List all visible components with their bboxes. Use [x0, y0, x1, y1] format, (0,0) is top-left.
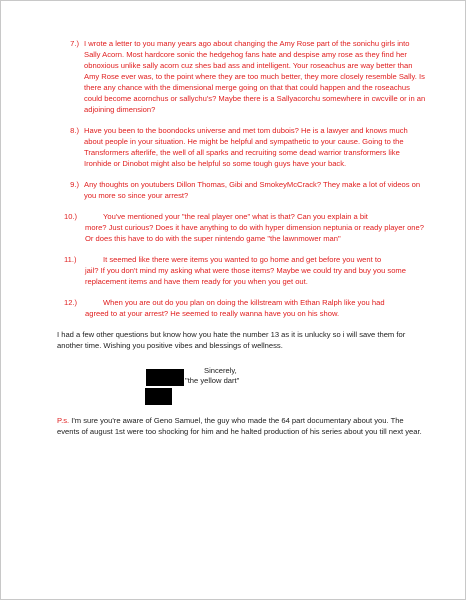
question-text-continued: more? Just curious? Does it have anything to do with hyper dimension neptunia or ready player one? Or does this have to do with the super nintendo game "the lawnmower man" — [85, 223, 424, 243]
question-text-continued: jail? If you don't mind my asking what were those items? Maybe we could try and buy you some replacement items and have them ready for you when you get out. — [85, 266, 406, 286]
question-number: 10.) — [64, 212, 78, 221]
question-10 — [57, 211, 427, 244]
question-text-first-line: It seemed like there were items you wanted to go home and get before you went to — [103, 255, 382, 264]
question-text: Any thoughts on youtubers Dillon Thomas, Gibi and SmokeyMcCrack? They make a lot of videos on you more so since your arrest? — [84, 180, 421, 200]
postscript-text: I'm sure you're aware of Geno Samuel, the guy who made the 64 part documentary about you. The events of august 1st were too shocking for him and he halted production of his series about you till next year. — [57, 416, 422, 436]
question-8 — [57, 125, 427, 169]
question-number: 7.) — [70, 39, 79, 48]
question-11 — [57, 254, 427, 287]
question-12 — [57, 297, 427, 319]
question-text-continued: agreed to at your arrest? He seemed to really wanna have you on his show. — [85, 309, 340, 318]
redaction-box — [146, 369, 184, 386]
redaction-box — [145, 388, 172, 405]
question-number: 8.) — [70, 126, 79, 135]
postscript-label: P.s. — [57, 416, 70, 425]
question-number: 9.) — [70, 180, 79, 189]
postscript — [57, 415, 427, 437]
question-text-first-line: When you are out do you plan on doing the killstream with Ethan Ralph like you had — [103, 298, 385, 307]
signature-name: "the yellow dart" — [185, 376, 240, 385]
signature-block — [57, 365, 427, 405]
question-9 — [57, 179, 427, 201]
letter-page — [57, 38, 427, 437]
question-text: Have you been to the boondocks universe and met tom dubois? He is a lawyer and knows much about people in your situation. He might be helpful and sympathetic to your cause. Going to the Transformers afterlife, the well of all sparks and recruiting some dead warrior transformers like Ironhide or Dinobot might also be helpful so some tough guys have your back. — [84, 126, 408, 168]
question-number: 12.) — [64, 298, 78, 307]
question-7 — [57, 38, 427, 115]
question-number: 11.) — [64, 255, 77, 264]
question-text: I wrote a letter to you many years ago about changing the Amy Rose part of the sonichu girls into Sally Acorn. Most hardcore sonic the hedgehog fans hate and despise amy rose as they find her obnoxious unlike sally acorn cuz shes bad ass and intelligent. Your roseachus are way better than Amy Rose ever was, to the point where they are too much better, they more closely resemble Sally. Is there any chance with the dimensional merge going on that that could happen and the roseachus could become acornchus or sallychu's? Maybe there is a Sallyacorchu somewhere in cwcville or in an adjoining dimension? — [84, 39, 426, 114]
closing-paragraph: I had a few other questions but know how you hate the number 13 as it is unlucky so i will save them for another time. Wishing you positive vibes and blessings of wellness. — [57, 330, 406, 350]
question-text-first-line: You've mentioned your "the real player one" what is that? Can you explain a bit — [103, 212, 368, 221]
sincerely-text: Sincerely, — [204, 366, 237, 375]
